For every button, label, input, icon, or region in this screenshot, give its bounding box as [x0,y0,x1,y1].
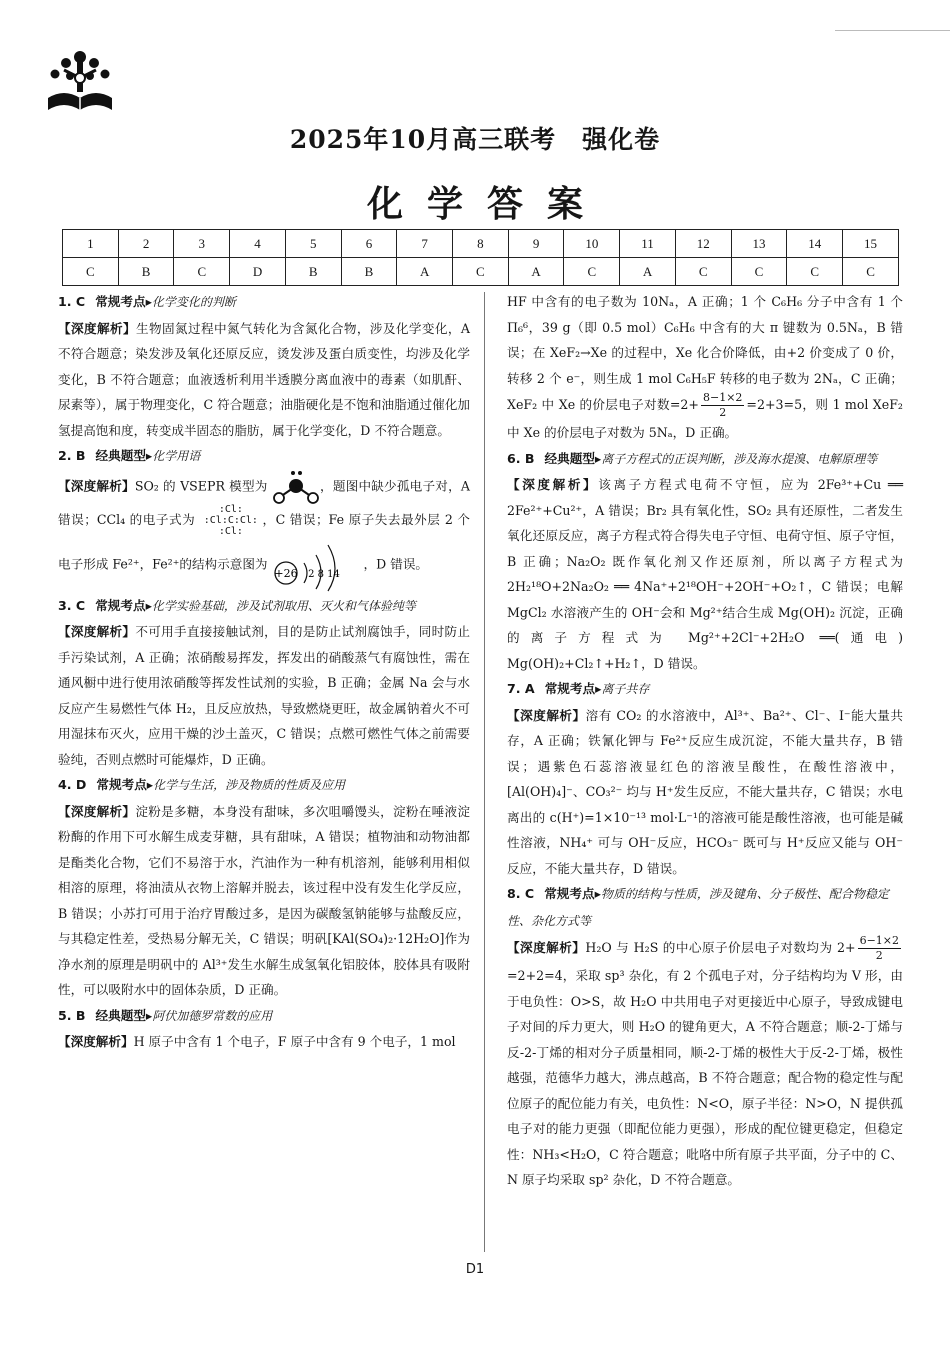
analysis-text: HF 中含有的电子数为 10Nₐ，A 正确；1 个 C₆H₆ 分子中含有 1 个 Π₆⁶，39 g（即 0.5 mol）C₆H₆ 中含有的大 π 键数为 0.5Nₐ，B 错误；在 XeF₂→Xe 的过程中，Xe 化合价降低，由+2 价变成了 0 价，转移 2 个 e⁻，则生成 1 mol C₆H₅F 转移的电子数为 2Nₐ，C 正确；XeF₂ 中 Xe 的价层电子对数=2+ [507,294,903,412]
answer-choice: D [230,258,286,286]
analysis-text: =2+3=5，则 1 mol XeF₂ 中 Xe 的价层电子对数为 5Nₐ，D 正确。 [507,397,903,440]
analysis-label: 【深度解析】 [58,1034,134,1049]
fraction-denominator: 2 [719,406,727,419]
analysis-label: 【深度解析】 [507,477,599,492]
question-header [58,772,470,799]
answer-number: 7 [397,230,453,258]
answer-choice: C [731,258,787,286]
lewis-line: :Cl: [218,503,243,515]
question-header [507,676,903,703]
top-rule [835,30,950,31]
analysis-label: 【深度解析】 [507,940,586,955]
answer-number: 3 [174,230,230,258]
question-1 [58,289,470,443]
answer-choice-row [63,258,899,286]
answer-number-row [63,230,899,258]
answer-table [62,229,899,286]
answer-choice: C [787,258,843,286]
question-5 [58,1003,470,1055]
question-tag: 经典题型▸ [95,448,153,463]
nucleus-charge: +26 [273,566,298,580]
analysis-label: 【深度解析】 [58,320,136,336]
analysis-text: 该离子方程式电荷不守恒，应为 2Fe³⁺+Cu ══ 2Fe²⁺+Cu²⁺，A 错误；Br₂ 具有氧化性，SO₂ 具有还原性，二者发生氧化还原反应，离子方程式符合得失电子守恒、电荷守恒、原子守恒，B 正确；Na₂O₂ 既作氧化剂又作还原剂，所以离子方程式为 2H₂¹⁸O+2Na₂O₂ ══ 4Na⁺+2¹⁸OH⁻+2OH⁻+O₂↑，C 错误；电解 MgCl₂ 水溶液产生的 OH⁻会和 Mg²⁺结合生成 Mg(OH)₂ 沉淀，正确的离子方程式为 Mg²⁺+2Cl⁻+2H₂O ══(通电) Mg(OH)₂+Cl₂↑+H₂↑，D 错误。 [507,477,903,671]
answer-choice: C [843,258,899,286]
question-6 [507,446,903,677]
analysis-label: 【深度解析】 [58,624,136,639]
analysis-text: =2+2=4，采取 sp³ 杂化，有 2 个孤电子对，分子结构均为 V 形，由于电负性：O>S，故 H₂O 中共用电子对更接近中心原子，导致成键电子对间的斥力更大，则 H₂O 的键角更大，A 不符合题意；顺-2-丁烯与反-2-丁烯的相对分子质量相同，顺-2-丁烯的极性大于反-2-丁烯，极性越强，范德华力越大，沸点越高，B 不符合题意；配合物的稳定性与配位原子的配位能力有关，电负性：N<O，原子半径：N>O，N 提供孤电子对的能力更强（即配位能力更强），形成的配位键更稳定，但稳定性：NH₃<H₂O，C 符合题意；吡咯中所有原子共平面，分子中的 C、N 原子均采取 sp² 杂化，D 不符合题意。 [507,968,903,1187]
answer-number: 13 [731,230,787,258]
analysis-label: 【深度解析】 [507,707,586,723]
question-4 [58,772,470,1003]
analysis-text: H₂O 与 H₂S 的中心原子价层电子对数均为 2+ [585,940,856,955]
analysis-text: ，C 错误；Fe 原子失去最外层 2 个电子形成 Fe²⁺，Fe²⁺的结构示意图为 [58,511,470,571]
analysis-text: 淀粉是多糖，本身没有甜味，多次咀嚼馒头，淀粉在唾液淀粉酶的作用下可水解生成麦芽糖，具有甜味，A 错误；植物油和动物油都是酯类化合物，它们不易溶于水，汽油作为一种有机溶剂，能够利用相似相溶的原理，将油渍从衣物上溶解并脱去，该过程中没有发生化学反应，B 错误；小苏打可用于治疗胃酸过多，是因为碳酸氢钠能够与盐酸反应，与其稳定性差，受热易分解无关，C 错误；明矾[KAl(SO₄)₂·12H₂O]作为净水剂的原理是明矾中的 Al³⁺发生水解生成氢氧化铝胶体，胶体具有吸附性，可以吸附水中的固体杂质，D 正确。 [58,803,471,997]
exam-title: 2025年10月高三联考 强化卷 [289,125,661,154]
question-tag: 常规考点▸ [544,681,602,696]
question-tag: 常规考点▸ [95,597,152,613]
analysis-label: 【深度解析】 [58,803,136,819]
question-topic: 离子共存 [601,682,650,696]
answer-number: 5 [285,230,341,258]
answer-number: 6 [341,230,397,258]
question-topic: 化学用语 [152,449,201,463]
ccl4-electron-formula [204,504,258,537]
answer-number: 11 [620,230,676,258]
question-number: 5. B [58,1007,86,1023]
question-header [507,446,903,473]
answer-choice: C [675,258,731,286]
analysis-text: 溶有 CO₂ 的水溶液中，Al³⁺、Ba²⁺、Cl⁻、I⁻能大量共存，A 正确；铁氰化钾与 Fe²⁺反应生成沉淀，不能大量共存，B 错误；遇紫色石蕊溶液显红色的溶液呈酸性，在酸性溶液中，[Al(OH)₄]⁻、CO₃²⁻ 均与 H⁺发生反应，不能大量共存，C 错误；水电离出的 c(H⁺)=1×10⁻¹³ mol·L⁻¹的溶液可能是酸性溶液，也可能是碱性溶液，NH₄⁺ 可与 OH⁻反应，HCO₃⁻ 既可与 H⁺反应又能与 OH⁻反应，不能大量共存，D 错误。 [507,707,904,876]
question-header [58,593,470,620]
question-number: 1. C [58,294,86,309]
answer-number: 15 [843,230,899,258]
answer-choice: A [620,258,676,286]
question-header [58,443,470,470]
answer-choice: C [453,258,509,286]
page-number: D1 [465,1262,485,1277]
question-tag: 常规考点▸ [95,294,152,309]
answer-choice: C [174,258,230,286]
question-header [58,1003,470,1030]
question-7 [507,676,903,881]
answer-choice: C [564,258,620,286]
lewis-line: :Cl: [218,525,243,537]
analysis-text: H 原子中含有 1 个电子，F 原子中含有 9 个电子，1 mol [133,1034,456,1049]
answer-choice: B [118,258,174,286]
column-divider [484,292,485,1252]
question-3 [58,593,470,773]
answer-number: 14 [787,230,843,258]
answer-number: 9 [508,230,564,258]
question-topic: 阿伏加德罗常数的应用 [152,1008,273,1023]
fraction-numerator: 6−1×2 [859,934,900,947]
analysis-text: SO₂ 的 VSEPR 模型为 [134,478,268,493]
question-header [58,289,470,316]
analysis-text: ，题图中缺少孤电子对，A 错误；CCl₄ 的电子式为 [58,478,470,527]
question-8 [507,881,903,1193]
so2-vsepr-model-icon [272,470,320,504]
left-column [58,289,470,1055]
question-topic: 化学与生活，涉及物质的性质及应用 [153,778,346,792]
question-number: 3. C [58,597,86,613]
question-tag: 经典题型▸ [544,450,602,466]
analysis-text: 生物固氮过程中氮气转化为含氮化合物，涉及化学变化，A 不符合题意；染发涉及氧化还原反应，烫发涉及蛋白质变性，均涉及化学变化，B 不符合题意；血液透析利用半透膜分离血液中的毒素（如肌酐、尿素等），属于物理变化，C 符合题意；油脂硬化是不饱和油脂通过催化加氢提高饱和度，转变成半固态的脂肪，属于化学变化，D 不符合题意。 [58,320,470,438]
answer-number: 4 [230,230,286,258]
question-number: 4. D [58,777,87,792]
question-topic: 化学变化的判断 [151,295,236,309]
question-number: 7. A [507,681,535,696]
question-2 [58,443,470,593]
question-topic: 离子方程式的正误判断，涉及海水提溴、电解原理等 [601,451,878,466]
question-number: 6. B [507,450,535,466]
analysis-text: 不可用手直接接触试剂，目的是防止试剂腐蚀手，同时防止手污染试剂，A 正确；浓硝酸易挥发，挥发出的硝酸蒸气有腐蚀性，需在通风橱中进行使用浓硝酸等挥发性试剂的实验，B 正确；金属 Na 会与水反应产生易燃性气体 H₂，且反应放热，导致燃烧更旺，故金属钠着火不可用湿抹布灭火，应用干燥的沙土盖灭，C 错误；点燃可燃性气体之前需要验纯，否则点燃时可能爆炸，D 正确。 [58,624,471,767]
answer-choice: B [341,258,397,286]
question-number: 8. C [507,886,535,901]
question-tag: 常规考点▸ [544,886,601,901]
fe2-atomic-structure-icon [272,537,364,593]
analysis-text: ，D 错误。 [363,556,429,571]
answer-choice: A [508,258,564,286]
question-5-continued [507,289,903,446]
question-topic: 化学实验基础，涉及试剂取用、灭火和气体验纯等 [151,598,416,613]
analysis-label: 【深度解析】 [58,478,135,493]
fraction-denominator: 2 [875,949,883,962]
electron-shells: 2 8 14 [307,568,340,580]
answer-number: 8 [453,230,509,258]
lewis-line: :Cl:C:Cl: [203,514,258,526]
question-tag: 常规考点▸ [96,777,154,792]
page-title: 化学答案 [366,183,607,225]
question-header [507,881,903,934]
answer-choice: B [285,258,341,286]
fraction-numerator: 8−1×2 [702,391,743,404]
answer-number: 1 [63,230,119,258]
fraction [701,391,744,420]
answer-choice: A [397,258,453,286]
fraction [858,934,901,963]
answer-choice: C [63,258,119,286]
question-topic: 物质的结构与性质，涉及键角、分子极性、配合物稳定性、杂化方式等 [507,887,889,928]
answer-number: 10 [564,230,620,258]
question-tag: 经典题型▸ [95,1007,153,1023]
tree-book-logo-icon [42,48,118,114]
answer-number: 12 [675,230,731,258]
question-number: 2. B [58,448,86,463]
answer-number: 2 [118,230,174,258]
right-column [507,289,903,1193]
